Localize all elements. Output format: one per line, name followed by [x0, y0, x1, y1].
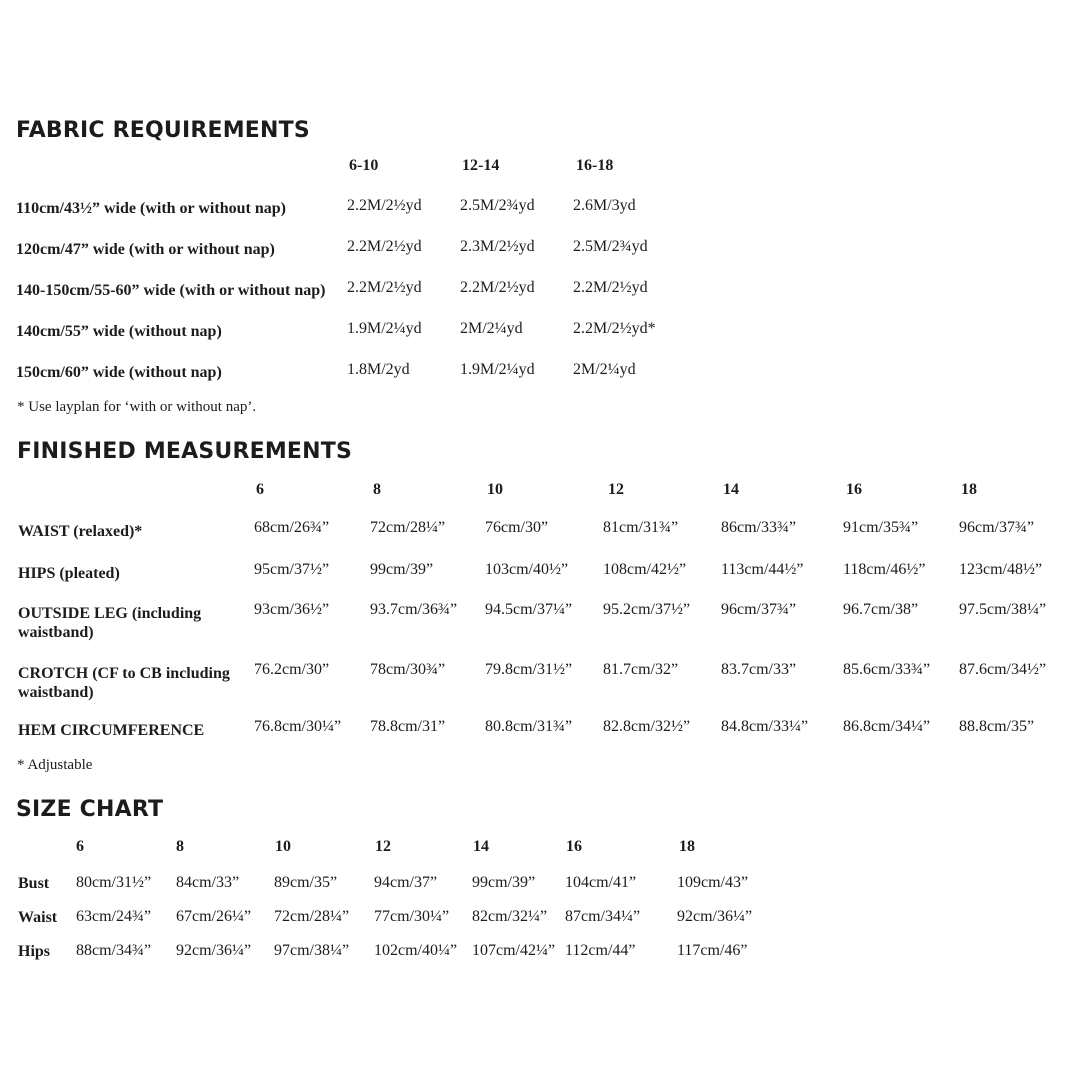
fabric-row-label: 140cm/55” wide (without nap): [16, 323, 222, 340]
size-chart-cell: 117cm/46”: [677, 942, 748, 959]
finished-cell: 83.7cm/33”: [721, 661, 797, 678]
finished-cell: 87.6cm/34½”: [959, 661, 1047, 678]
finished-cell: 91cm/35¾”: [843, 519, 919, 536]
size-chart-title: SIZE CHART: [16, 797, 164, 822]
finished-cell: 96.7cm/38”: [843, 601, 919, 618]
finished-cell: 94.5cm/37¼”: [485, 601, 573, 618]
size-chart-cell: 72cm/28¼”: [274, 908, 350, 925]
fabric-cell: 2M/2¼yd: [460, 320, 523, 337]
finished-size-header: 10: [487, 481, 503, 498]
finished-cell: 108cm/42½”: [603, 561, 687, 578]
fabric-row-label: 120cm/47” wide (with or without nap): [16, 241, 275, 258]
finished-cell: 82.8cm/32½”: [603, 718, 691, 735]
fabric-cell: 2.5M/2¾yd: [460, 197, 535, 214]
fabric-size-header: 12-14: [462, 157, 500, 174]
fabric-size-header: 6-10: [349, 157, 379, 174]
finished-cell: 95.2cm/37½”: [603, 601, 691, 618]
fabric-cell: 2M/2¼yd: [573, 361, 636, 378]
finished-cell: 76cm/30”: [485, 519, 549, 536]
finished-size-header: 12: [608, 481, 624, 498]
finished-size-header: 18: [961, 481, 977, 498]
finished-size-header: 6: [256, 481, 264, 498]
finished-cell: 84.8cm/33¼”: [721, 718, 809, 735]
fabric-cell: 1.9M/2¼yd: [347, 320, 422, 337]
size-chart-cell: 89cm/35”: [274, 874, 338, 891]
size-chart-cell: 84cm/33”: [176, 874, 240, 891]
finished-cell: 78cm/30¾”: [370, 661, 446, 678]
finished-cell: 96cm/37¾”: [959, 519, 1035, 536]
size-chart-cell: 99cm/39”: [472, 874, 536, 891]
fabric-cell: 2.2M/2½yd: [347, 279, 422, 296]
size-chart-cell: 82cm/32¼”: [472, 908, 548, 925]
size-chart-cell: 104cm/41”: [565, 874, 637, 891]
size-chart-header: 14: [473, 838, 489, 855]
fabric-cell: 2.6M/3yd: [573, 197, 636, 214]
finished-measurements-title: FINISHED MEASUREMENTS: [17, 439, 353, 464]
fabric-cell: 2.5M/2¾yd: [573, 238, 648, 255]
finished-cell: 81cm/31¾”: [603, 519, 679, 536]
size-chart-row-label: Waist: [18, 909, 58, 926]
finished-row-label: HIPS (pleated): [18, 565, 120, 582]
fabric-cell: 2.2M/2½yd: [347, 238, 422, 255]
finished-cell: 93.7cm/36¾”: [370, 601, 458, 618]
size-chart-header: 12: [375, 838, 391, 855]
finished-cell: 93cm/36½”: [254, 601, 330, 618]
finished-row-label: CROTCH (CF to CB including waistband): [18, 665, 230, 701]
size-chart-cell: 77cm/30¼”: [374, 908, 450, 925]
finished-cell: 97.5cm/38¼”: [959, 601, 1047, 618]
finished-row-label: OUTSIDE LEG (including waistband): [18, 605, 202, 641]
fabric-cell: 1.8M/2yd: [347, 361, 410, 378]
finished-cell: 103cm/40½”: [485, 561, 569, 578]
finished-cell: 123cm/48½”: [959, 561, 1043, 578]
size-chart-cell: 97cm/38¼”: [274, 942, 350, 959]
finished-footnote: * Adjustable: [17, 757, 93, 773]
finished-cell: 79.8cm/31½”: [485, 661, 573, 678]
fabric-row-label: 140-150cm/55-60” wide (with or without nap): [16, 282, 326, 299]
finished-cell: 81.7cm/32”: [603, 661, 679, 678]
size-chart-cell: 102cm/40¼”: [374, 942, 458, 959]
finished-cell: 76.8cm/30¼”: [254, 718, 342, 735]
finished-cell: 72cm/28¼”: [370, 519, 446, 536]
size-chart-header: 16: [566, 838, 582, 855]
finished-cell: 88.8cm/35”: [959, 718, 1035, 735]
fabric-footnote: * Use layplan for ‘with or without nap’.: [17, 399, 257, 415]
size-chart-header: 8: [176, 838, 184, 855]
finished-cell: 78.8cm/31”: [370, 718, 446, 735]
size-chart-cell: 94cm/37”: [374, 874, 438, 891]
fabric-row-label: 110cm/43½” wide (with or without nap): [16, 200, 286, 217]
fabric-cell: 2.2M/2½yd*: [573, 320, 656, 337]
finished-size-header: 8: [373, 481, 381, 498]
size-chart-cell: 109cm/43”: [677, 874, 749, 891]
fabric-cell: 2.3M/2½yd: [460, 238, 535, 255]
finished-size-header: 16: [846, 481, 862, 498]
size-chart-cell: 88cm/34¾”: [76, 942, 152, 959]
finished-cell: 96cm/37¾”: [721, 601, 797, 618]
fabric-cell: 2.2M/2½yd: [573, 279, 648, 296]
size-chart-cell: 92cm/36¼”: [677, 908, 753, 925]
size-chart-cell: 112cm/44”: [565, 942, 636, 959]
size-chart-cell: 92cm/36¼”: [176, 942, 252, 959]
size-chart-cell: 67cm/26¼”: [176, 908, 252, 925]
size-chart-row-label: Hips: [18, 943, 51, 960]
finished-cell: 80.8cm/31¾”: [485, 718, 573, 735]
finished-cell: 99cm/39”: [370, 561, 434, 578]
size-chart-row-label: Bust: [18, 875, 50, 892]
finished-cell: 118cm/46½”: [843, 561, 926, 578]
finished-cell: 76.2cm/30”: [254, 661, 330, 678]
finished-row-label: WAIST (relaxed)*: [18, 523, 143, 540]
finished-cell: 85.6cm/33¾”: [843, 661, 931, 678]
finished-row-label: HEM CIRCUMFERENCE: [18, 722, 205, 739]
size-chart-header: 6: [76, 838, 84, 855]
size-chart-cell: 87cm/34¼”: [565, 908, 641, 925]
finished-size-header: 14: [723, 481, 739, 498]
size-chart-cell: 63cm/24¾”: [76, 908, 152, 925]
fabric-row-label: 150cm/60” wide (without nap): [16, 364, 222, 381]
fabric-cell: 1.9M/2¼yd: [460, 361, 535, 378]
size-chart-cell: 107cm/42¼”: [472, 942, 556, 959]
fabric-cell: 2.2M/2½yd: [347, 197, 422, 214]
fabric-cell: 2.2M/2½yd: [460, 279, 535, 296]
finished-cell: 68cm/26¾”: [254, 519, 330, 536]
finished-cell: 113cm/44½”: [721, 561, 804, 578]
fabric-requirements-title: FABRIC REQUIREMENTS: [16, 118, 310, 143]
size-chart-header: 18: [679, 838, 695, 855]
fabric-size-header: 16-18: [576, 157, 614, 174]
finished-cell: 86cm/33¾”: [721, 519, 797, 536]
size-chart-cell: 80cm/31½”: [76, 874, 152, 891]
finished-cell: 95cm/37½”: [254, 561, 330, 578]
size-chart-header: 10: [275, 838, 291, 855]
finished-cell: 86.8cm/34¼”: [843, 718, 931, 735]
